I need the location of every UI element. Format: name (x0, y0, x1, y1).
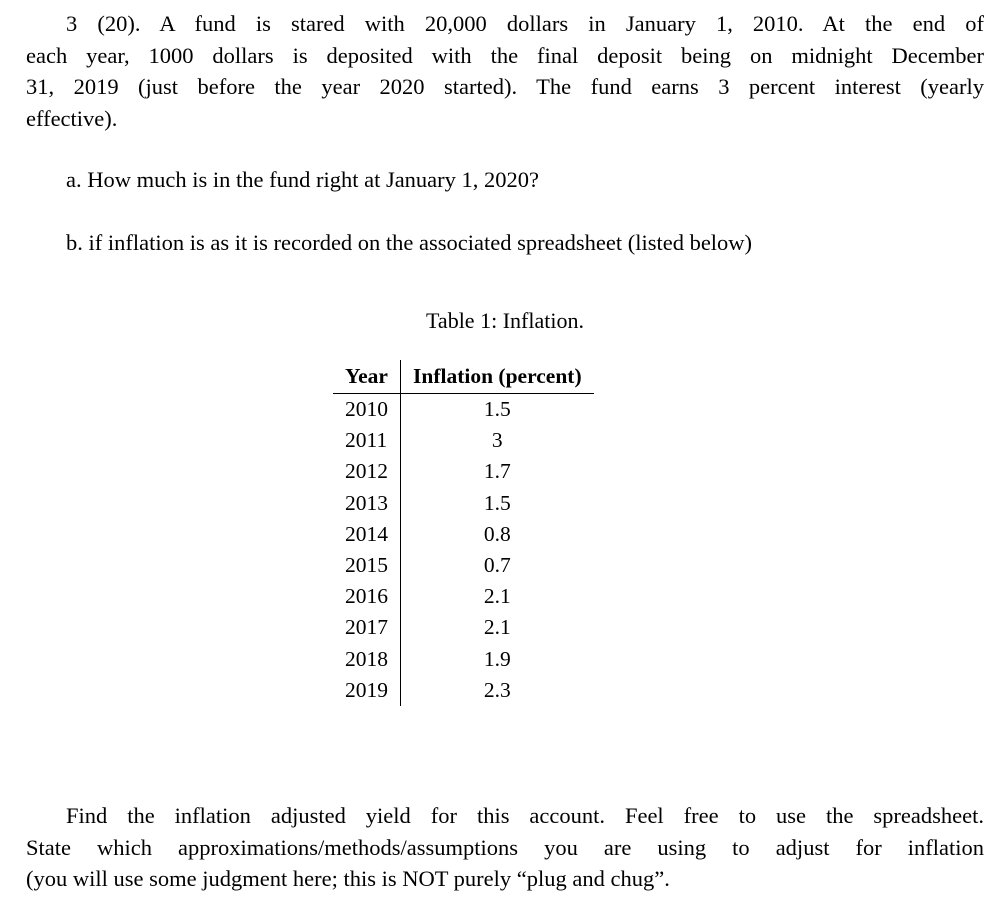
inflation-header: Inflation (percent) (401, 360, 594, 394)
table-header-row (333, 360, 594, 394)
inflation-cell: 1.5 (483, 397, 511, 422)
table-row (333, 675, 594, 706)
year-cell: 2010 (333, 394, 401, 426)
outro-line: Find the inflation adjusted yield for this account. Feel free to use the spreadsheet. (66, 803, 984, 828)
problem-outro (26, 800, 984, 895)
table-row (333, 488, 594, 519)
inflation-cell: 1.9 (483, 646, 511, 671)
year-cell: 2019 (333, 675, 401, 706)
inflation-cell: 3 (491, 428, 503, 453)
table-row (333, 550, 594, 581)
table-row (333, 644, 594, 675)
table-row (333, 425, 594, 456)
year-cell: 2011 (333, 425, 401, 456)
inflation-cell: 1.5 (483, 490, 511, 515)
year-cell: 2012 (333, 456, 401, 487)
table-row (333, 394, 594, 426)
year-cell: 2014 (333, 519, 401, 550)
year-cell: 2013 (333, 488, 401, 519)
intro-line: each year, 1000 dollars is deposited with the final deposit being on midnight December (26, 42, 984, 68)
inflation-cell: 0.8 (483, 521, 511, 546)
inflation-table (333, 360, 594, 706)
inflation-cell: 2.3 (483, 677, 511, 702)
year-cell: 2016 (333, 581, 401, 612)
year-cell: 2017 (333, 612, 401, 643)
intro-line: 3 (20). A fund is stared with 20,000 dollars in January 1, 2010. At the end of (66, 11, 984, 36)
year-header: Year (333, 360, 401, 394)
table-row (333, 612, 594, 643)
part-b: b. if inflation is as it is recorded on the associated spreadsheet (listed below) (66, 230, 753, 255)
inflation-cell: 1.7 (483, 459, 511, 484)
outro-line: State which approximations/methods/assumptions you are using to adjust for inflation (26, 834, 984, 860)
inflation-cell: 2.1 (483, 584, 511, 609)
year-cell: 2018 (333, 644, 401, 675)
inflation-cell: 0.7 (483, 553, 511, 578)
table-row (333, 519, 594, 550)
table-body (333, 394, 594, 706)
part-a: a. How much is in the fund right at January 1, 2020? (66, 167, 540, 192)
table-row (333, 581, 594, 612)
intro-line: 31, 2019 (just before the year 2020 started). The fund earns 3 percent interest (yearly (26, 74, 984, 99)
inflation-cell: 2.1 (483, 615, 511, 640)
intro-line: effective). (26, 105, 118, 131)
outro-line: (you will use some judgment here; this is NOT purely “plug and chug”. (26, 866, 670, 891)
problem-intro (26, 8, 984, 134)
table-caption: Table 1: Inflation. (426, 308, 584, 333)
table-row (333, 456, 594, 487)
year-cell: 2015 (333, 550, 401, 581)
